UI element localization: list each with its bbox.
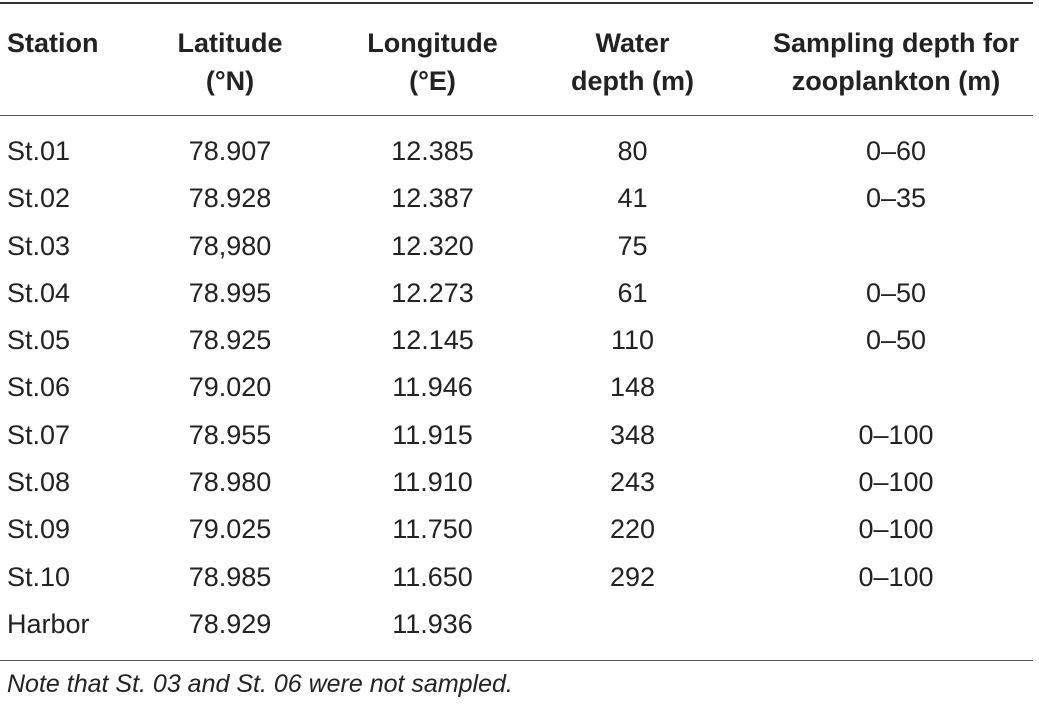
header-longitude-line1: Longitude — [367, 28, 498, 58]
cell-longitude: 11.650 — [392, 561, 473, 592]
bottom-rule — [0, 660, 1033, 661]
table-body — [0, 128, 1039, 648]
cell-station: St.02 — [7, 183, 71, 214]
table-row — [0, 506, 1039, 553]
table-footnote: Note that St. 03 and St. 06 were not sampled. — [7, 670, 513, 698]
cell-sampling-depth: 0–50 — [865, 325, 927, 356]
cell-station: St.04 — [7, 277, 71, 308]
cell-sampling-depth: 0–100 — [858, 467, 934, 498]
table-row — [0, 364, 1039, 411]
cell-sampling-depth: 0–100 — [858, 561, 934, 592]
cell-latitude: 78.980 — [188, 467, 272, 498]
cell-latitude: 78.985 — [188, 561, 272, 592]
header-latitude-line2: (°N) — [205, 66, 255, 96]
cell-station: St.07 — [7, 419, 71, 450]
cell-station: St.03 — [7, 230, 71, 261]
cell-latitude: 79.025 — [188, 514, 272, 545]
cell-longitude: 12.273 — [391, 277, 474, 308]
header-water-depth — [555, 24, 710, 100]
header-rule — [0, 115, 1033, 116]
cell-station: St.01 — [7, 136, 71, 166]
cell-water-depth: 80 — [617, 136, 648, 166]
cell-water-depth: 41 — [617, 183, 648, 214]
header-water-depth-line1: Water — [595, 28, 670, 58]
cell-station: St.10 — [7, 561, 71, 592]
cell-latitude: 78.995 — [188, 277, 272, 308]
cell-latitude: 78.907 — [188, 136, 272, 166]
cell-water-depth: 75 — [617, 230, 648, 261]
cell-longitude: 12.385 — [391, 136, 474, 166]
table-row — [0, 317, 1039, 364]
cell-sampling-depth: 0–50 — [865, 277, 927, 308]
header-longitude-line2: (°E) — [409, 66, 456, 96]
cell-longitude: 11.915 — [392, 419, 473, 450]
cell-sampling-depth: 0–100 — [858, 419, 934, 450]
header-latitude-line1: Latitude — [177, 28, 283, 58]
cell-latitude: 78.955 — [188, 419, 272, 450]
cell-water-depth: 348 — [609, 419, 656, 450]
cell-sampling-depth: 0–100 — [858, 514, 934, 545]
header-longitude — [350, 24, 515, 100]
cell-longitude: 12.320 — [391, 230, 474, 261]
table-row — [0, 459, 1039, 506]
header-sampling-depth-line1: Sampling depth for — [773, 28, 1019, 58]
cell-water-depth: 292 — [609, 561, 656, 592]
table-row — [0, 223, 1039, 270]
cell-latitude: 78.925 — [188, 325, 272, 356]
cell-water-depth: 148 — [609, 372, 656, 403]
cell-station: Harbor — [7, 608, 90, 639]
cell-water-depth: 220 — [609, 514, 656, 545]
header-latitude — [150, 24, 310, 100]
header-station-line1: Station — [7, 28, 99, 58]
cell-longitude: 11.936 — [392, 608, 473, 639]
cell-water-depth: 110 — [610, 325, 655, 356]
header-water-depth-line2: depth (m) — [571, 66, 694, 96]
cell-sampling-depth: 0–35 — [865, 183, 927, 214]
cell-longitude: 12.145 — [391, 325, 474, 356]
header-station — [7, 24, 99, 62]
cell-station: St.09 — [7, 514, 71, 545]
cell-longitude: 12.387 — [391, 183, 474, 214]
cell-station: St.08 — [7, 467, 71, 498]
cell-station: St.05 — [7, 325, 71, 356]
table-row — [0, 601, 1039, 648]
cell-longitude: 11.910 — [392, 467, 473, 498]
table-row — [0, 175, 1039, 222]
table-row — [0, 412, 1039, 459]
table-row — [0, 554, 1039, 601]
cell-longitude: 11.946 — [392, 372, 473, 403]
cell-station: St.06 — [7, 372, 71, 403]
cell-latitude: 78.929 — [188, 608, 272, 639]
cell-water-depth: 243 — [609, 467, 656, 498]
header-sampling-depth — [755, 24, 1037, 100]
table-row — [0, 128, 1039, 175]
cell-sampling-depth: 0–60 — [865, 136, 927, 166]
table-row — [0, 270, 1039, 317]
cell-latitude: 78.928 — [188, 183, 272, 214]
top-rule — [0, 2, 1033, 4]
cell-water-depth: 61 — [617, 277, 648, 308]
cell-latitude: 78,980 — [188, 230, 272, 261]
cell-longitude: 11.750 — [392, 514, 473, 545]
header-sampling-depth-line2: zooplankton (m) — [791, 66, 1001, 96]
table-header — [0, 18, 1039, 108]
cell-latitude: 79.020 — [188, 372, 272, 403]
